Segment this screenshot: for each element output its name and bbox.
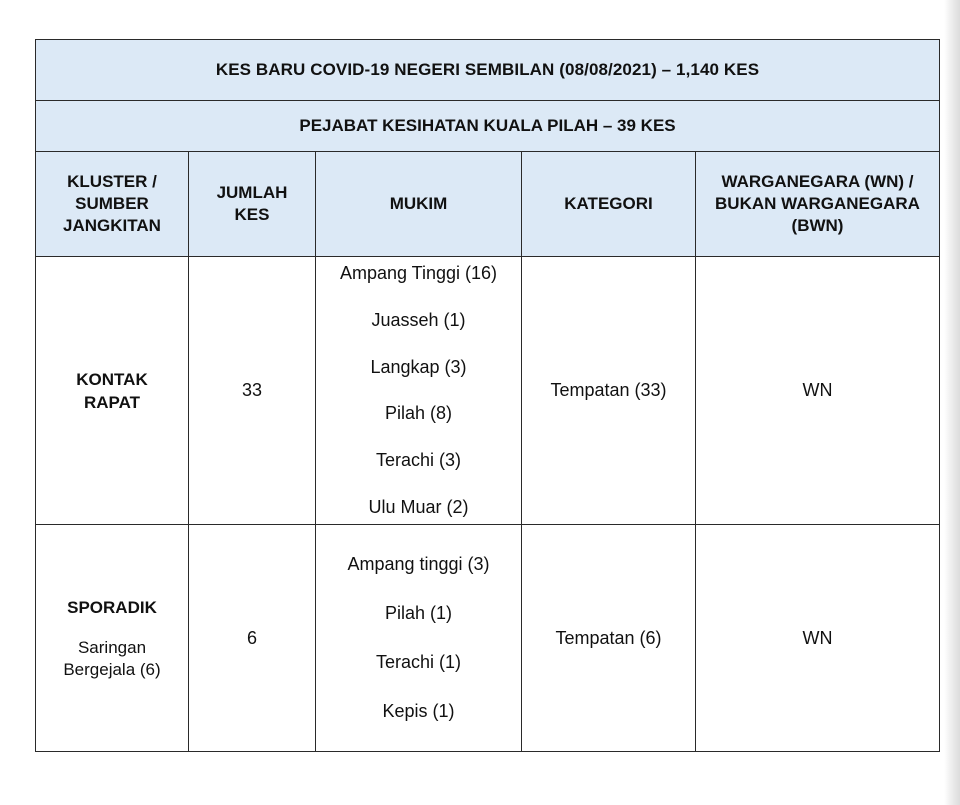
cluster-name: KONTAK RAPAT: [76, 369, 148, 412]
page-edge-shadow: [944, 0, 960, 805]
mukim-item: Ulu Muar (2): [368, 496, 469, 517]
mukim-item: Terachi (1): [375, 652, 462, 672]
mukim-item: Pilah (8): [384, 403, 453, 424]
mukim-item: Juasseh (1): [371, 309, 466, 330]
mukim-item: Langkap (3): [370, 356, 467, 377]
mukim-list: [316, 263, 521, 518]
header-mukim: MUKIM: [316, 152, 522, 257]
cluster-cell: [36, 257, 189, 525]
table-row: [36, 525, 940, 752]
mukim-item: Ampang tinggi (3): [347, 554, 490, 574]
total-cases-value: 6: [246, 627, 257, 648]
column-header-row: [36, 152, 940, 257]
cluster-cell: [36, 525, 189, 752]
total-cases-cell: [189, 257, 316, 525]
office-row: [36, 101, 940, 152]
category-value: Tempatan (33): [550, 380, 667, 400]
category-cell: [522, 257, 696, 525]
mukim-item: Pilah (1): [384, 603, 453, 623]
category-cell: [522, 525, 696, 752]
mukim-cell: [316, 525, 522, 752]
mukim-list: [316, 554, 521, 722]
citizenship-value: WN: [802, 380, 833, 400]
category-value: Tempatan (6): [555, 627, 662, 648]
mukim-item: Ampang Tinggi (16): [339, 263, 498, 283]
mukim-item: Kepis (1): [382, 701, 455, 721]
title-row: [36, 40, 940, 101]
covid-cases-table: [35, 39, 940, 752]
mukim-cell: [316, 257, 522, 525]
total-cases-value: 33: [241, 380, 263, 400]
report-title: KES BARU COVID-19 NEGERI SEMBILAN (08/08/2021) – 1,140 KES: [36, 40, 940, 101]
citizenship-value: WN: [802, 627, 833, 648]
citizenship-cell: [696, 525, 940, 752]
header-total-cases: JUMLAH KES: [189, 152, 316, 257]
health-office-title: PEJABAT KESIHATAN KUALA PILAH – 39 KES: [36, 101, 940, 152]
table-row: [36, 257, 940, 525]
cluster-note: Saringan Bergejala (6): [63, 637, 161, 679]
mukim-item: Terachi (3): [375, 450, 462, 471]
header-category: KATEGORI: [522, 152, 696, 257]
cluster-name: SPORADIK: [67, 597, 157, 617]
header-cluster: KLUSTER / SUMBER JANGKITAN: [36, 152, 189, 257]
citizenship-cell: [696, 257, 940, 525]
header-citizenship: WARGANEGARA (WN) / BUKAN WARGANEGARA (BWN): [696, 152, 940, 257]
total-cases-cell: [189, 525, 316, 752]
